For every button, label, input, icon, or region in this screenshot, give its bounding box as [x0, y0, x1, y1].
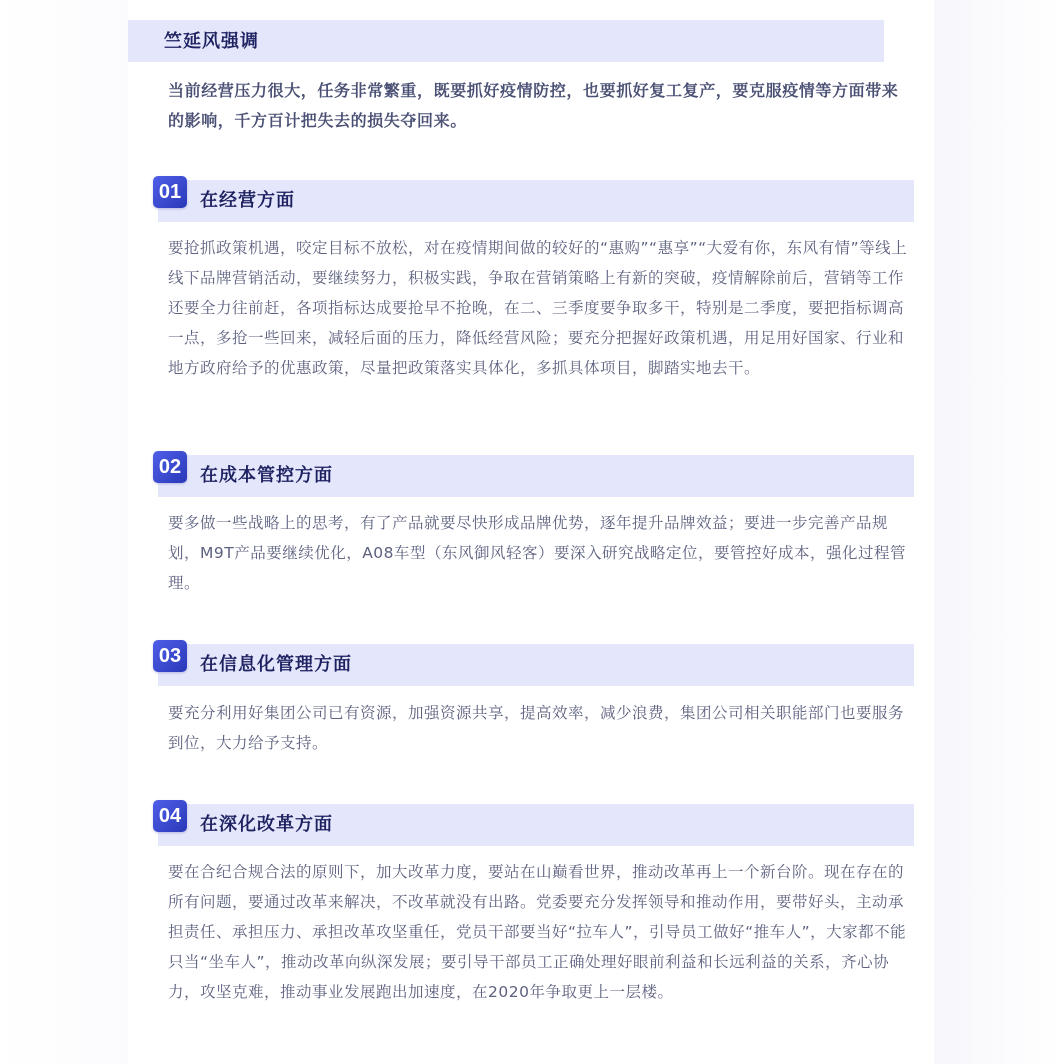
section-number-badge: 02	[153, 451, 187, 483]
section-number-badge: 01	[153, 176, 187, 208]
section-body: 要在合纪合规合法的原则下，加大改革力度，要站在山巅看世界，推动改革再上一个新台阶。现在存在的所有问题，要通过改革来解决，不改革就没有出路。党委要充分发挥领导和推动作用，要带好头，主动承担责任、承担压力、承担改革攻坚重任，党员干部要当好“拉车人”，引导员工做好“推车人”，大家都不能只当“坐车人”，推动改革向纵深发展；要引导干部员工正确处理好眼前利益和长远利益的关系，齐心协力，攻坚克难，推动事业发展跑出加速度，在2020年争取更上一层楼。	[168, 863, 907, 1001]
left-margin	[0, 0, 128, 1064]
right-margin	[934, 0, 1064, 1064]
section-number-badge: 04	[153, 800, 187, 832]
section-body: 要抢抓政策机遇，咬定目标不放松，对在疫情期间做的较好的“惠购”“惠享”“大爱有你，东风有情”等线上线下品牌营销活动，要继续努力，积极实践，争取在营销策略上有新的突破，疫情解除前后，营销等工作还要全力往前赶，各项指标达成要抢早不抢晚，在二、三季度要争取多干，特别是二季度，要把指标调高一点，多抢一些回来，减轻后面的压力，降低经营风险；要充分把握好政策机遇，用足用好国家、行业和地方政府给予的优惠政策，尽量把政策落实具体化，多抓具体项目，脚踏实地去干。	[168, 239, 908, 377]
section-title: 在信息化管理方面	[200, 654, 352, 675]
section-body: 要充分利用好集团公司已有资源，加强资源共享，提高效率，减少浪费，集团公司相关职能部门也要服务到位，大力给予支持。	[168, 704, 905, 752]
section-number-badge: 03	[153, 640, 187, 672]
intro-paragraph: 当前经营压力很大，任务非常繁重，既要抓好疫情防控，也要抓好复工复产，要克服疫情等方面带来的影响，千方百计把失去的损失夺回来。	[168, 81, 899, 130]
section-title: 在经营方面	[200, 190, 295, 211]
section-body: 要多做一些战略上的思考，有了产品就要尽快形成品牌优势，逐年提升品牌效益；要进一步完善产品规划，M9T产品要继续优化，A08车型（东风御风轻客）要深入研究战略定位，要管控好成本，强化过程管理。	[168, 514, 907, 592]
section-title: 在成本管控方面	[200, 465, 333, 486]
section-title: 在深化改革方面	[200, 814, 333, 835]
leader-title: 竺延风强调	[164, 31, 259, 52]
